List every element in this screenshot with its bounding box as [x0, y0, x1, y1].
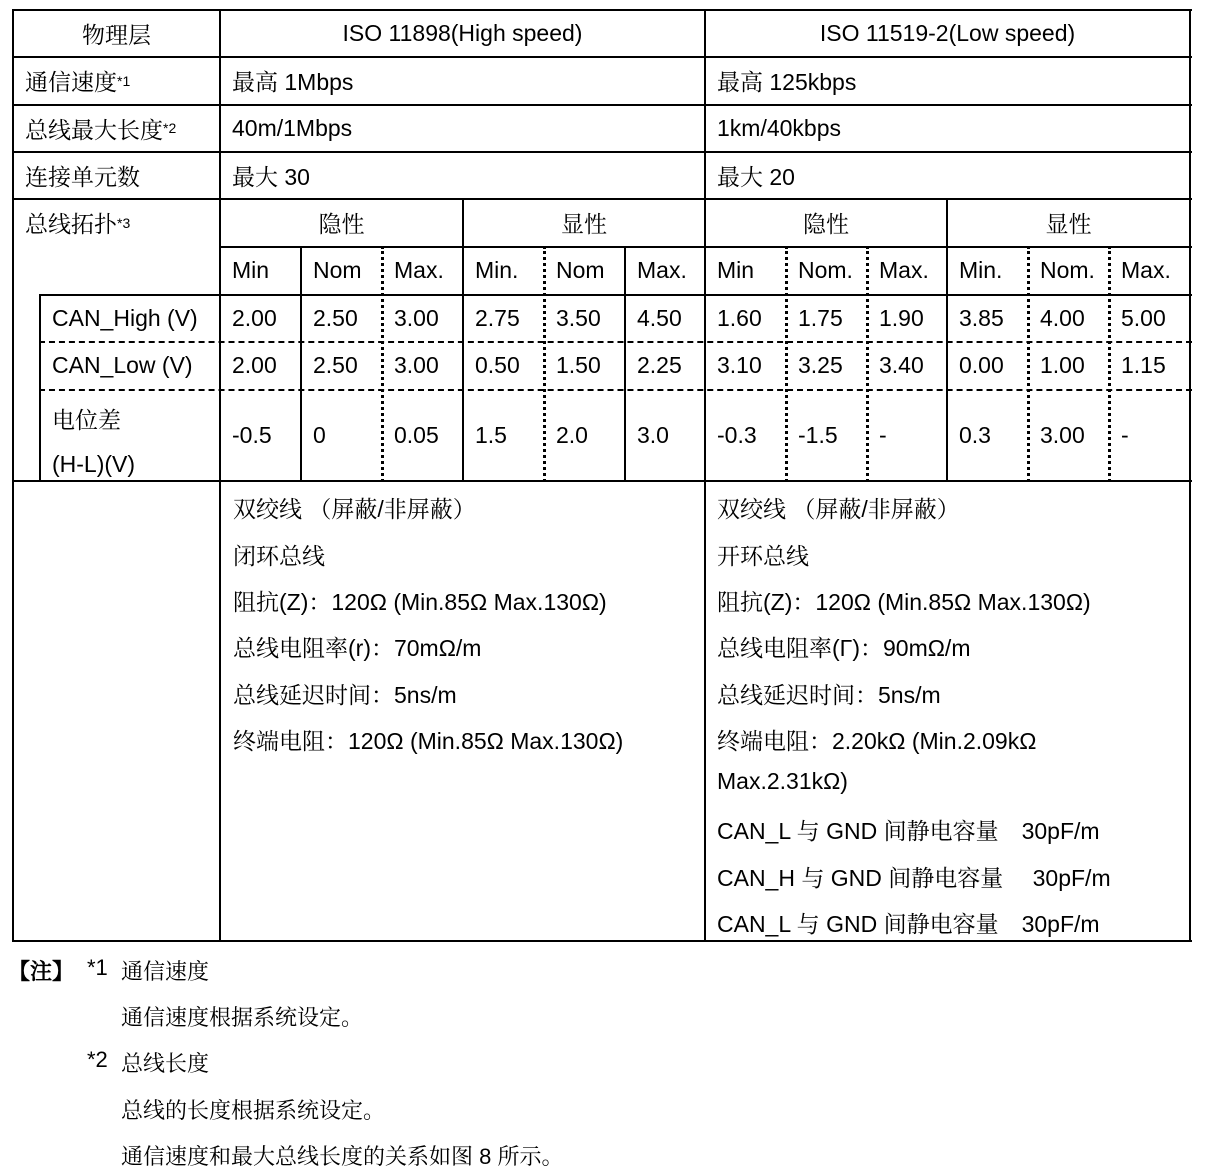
value-cell: 1.50	[556, 352, 601, 378]
value-cell: 2.00	[232, 304, 277, 331]
value-cell: 2.50	[313, 304, 358, 331]
note-1-text: 通信速度根据系统设定。	[121, 1005, 364, 1030]
value-cell: 3.85	[959, 304, 1004, 331]
subheader: Max.	[1121, 257, 1171, 283]
value-cell: 2.25	[637, 352, 682, 378]
value-cell: 0.50	[475, 352, 520, 378]
value-cell: -1.5	[798, 421, 838, 448]
subheader: Nom	[313, 257, 362, 283]
value-cell: -0.5	[232, 421, 272, 448]
value-cell: 0	[313, 421, 326, 448]
spec-line: CAN_L 与 GND 间静电容量 30pF/m	[717, 818, 1100, 844]
spec-line: 阻抗(Z)：120Ω (Min.85Ω Max.130Ω)	[717, 589, 1091, 615]
note-1-mark: *1	[87, 955, 108, 980]
row-label-topology: 总线拓扑 *3	[25, 211, 131, 237]
length-low: 1km/40kbps	[717, 114, 842, 141]
value-cell: 3.10	[717, 352, 762, 378]
value-cell: 3.00	[394, 304, 439, 331]
value-cell: 2.50	[313, 352, 358, 378]
row-label-speed: 通信速度 *1	[25, 69, 131, 95]
value-cell: 1.75	[798, 304, 843, 331]
note-1-title: 通信速度	[121, 959, 210, 984]
subheader: Min.	[475, 257, 519, 283]
value-cell: 3.40	[879, 352, 924, 378]
value-cell: 3.00	[394, 352, 439, 378]
spec-line: 闭环总线	[233, 543, 325, 569]
speed-high: 最高 1Mbps	[232, 69, 354, 95]
value-cell: 4.50	[637, 304, 682, 331]
subheader: Max.	[637, 257, 687, 283]
value-cell: 1.60	[717, 304, 762, 331]
spec-line: 开环总线	[717, 543, 809, 569]
value-cell: 3.50	[556, 304, 601, 331]
units-low: 最大 20	[717, 163, 795, 190]
value-cell: 2.75	[475, 304, 520, 331]
row-label-can-high: CAN_High (V)	[52, 304, 198, 331]
value-cell: 0.3	[959, 421, 991, 448]
value-cell: 1.90	[879, 304, 924, 331]
notes-prefix: 【注】	[8, 959, 75, 984]
length-high: 40m/1Mbps	[232, 114, 353, 141]
subheader: Nom.	[798, 257, 853, 283]
group-recessive-high: 隐性	[318, 211, 365, 237]
header-iso-11898: ISO 11898(High speed)	[342, 19, 583, 46]
row-label-units: 连接单元数	[25, 163, 140, 190]
note-2-text: 通信速度和最大总线长度的关系如图 8 所示。	[121, 1144, 564, 1169]
subheader: Max.	[394, 257, 444, 283]
note-2-mark: *2	[87, 1047, 108, 1072]
group-dominant-low: 显性	[1045, 211, 1092, 237]
value-cell: 2.00	[232, 352, 277, 378]
subheader: Min.	[959, 257, 1003, 283]
spec-line: CAN_L 与 GND 间静电容量 30pF/m	[717, 911, 1100, 937]
speed-low: 最高 125kbps	[717, 69, 857, 95]
row-label-can-low: CAN_Low (V)	[52, 352, 193, 378]
subheader: Min	[717, 257, 755, 283]
value-cell: -0.3	[717, 421, 757, 448]
spec-line: 阻抗(Z)：120Ω (Min.85Ω Max.130Ω)	[233, 589, 607, 615]
value-cell: 1.00	[1040, 352, 1085, 378]
value-cell: 1.5	[475, 421, 507, 448]
spec-line: 双绞线 （屏蔽/非屏蔽）	[717, 496, 960, 522]
spec-line: 双绞线 （屏蔽/非屏蔽）	[233, 496, 476, 522]
spec-line: 终端电阻：2.20kΩ (Min.2.09kΩ	[717, 728, 1037, 754]
spec-line: 总线延迟时间：5ns/m	[233, 682, 457, 708]
value-cell: 3.00	[1040, 421, 1085, 448]
value-cell: -	[1121, 421, 1129, 448]
subheader: Min	[232, 257, 270, 283]
note-2-text: 总线的长度根据系统设定。	[121, 1098, 386, 1123]
group-recessive-low: 隐性	[803, 211, 849, 237]
spec-line: 终端电阻：120Ω (Min.85Ω Max.130Ω)	[233, 728, 624, 754]
value-cell: 5.00	[1121, 304, 1166, 331]
value-cell: 0.00	[959, 352, 1004, 378]
spec-line: 总线电阻率(Γ)：90mΩ/m	[717, 635, 971, 661]
row-label-length: 总线最大长度 *2	[25, 116, 177, 143]
group-dominant-high: 显性	[561, 211, 607, 237]
subheader: Max.	[879, 257, 929, 283]
note-2-title: 总线长度	[121, 1051, 210, 1076]
subheader: Nom.	[1040, 257, 1095, 283]
value-cell: 1.15	[1121, 352, 1166, 378]
header-iso-11519: ISO 11519-2(Low speed)	[819, 19, 1076, 46]
value-cell: 3.25	[798, 352, 843, 378]
spec-line: CAN_H 与 GND 间静电容量 30pF/m	[717, 865, 1111, 891]
spec-line: Max.2.31kΩ)	[717, 768, 848, 794]
value-cell: 3.0	[637, 421, 669, 448]
spec-line: 总线电阻率(r)：70mΩ/m	[233, 635, 482, 661]
table-border-bottom	[12, 940, 1192, 942]
row-label-potential-diff: 电位差 (H-L)(V)	[52, 407, 136, 477]
value-cell: -	[879, 421, 887, 448]
value-cell: 2.0	[556, 421, 588, 448]
value-cell: 0.05	[394, 421, 439, 448]
spec-line: 总线延迟时间：5ns/m	[717, 682, 941, 708]
subheader: Nom	[556, 257, 605, 283]
row-divider	[12, 480, 1192, 482]
header-physical-layer: 物理层	[82, 21, 151, 48]
value-cell: 4.00	[1040, 304, 1085, 331]
units-high: 最大 30	[232, 163, 310, 190]
